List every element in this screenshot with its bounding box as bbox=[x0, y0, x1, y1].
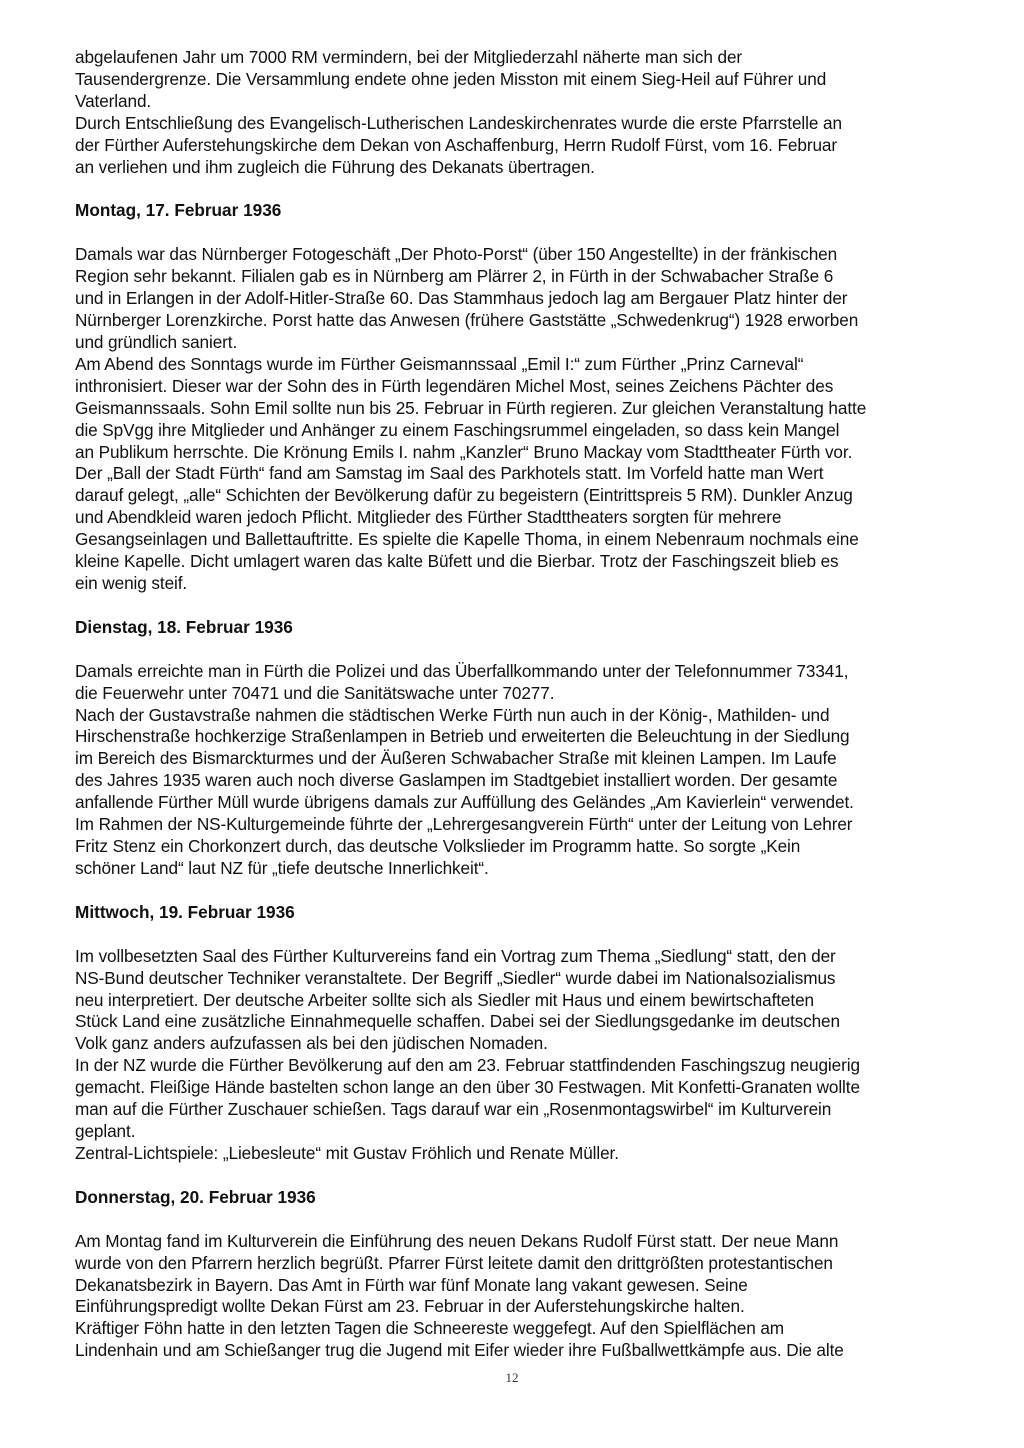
page-number: 12 bbox=[505, 1370, 519, 1385]
spacer bbox=[75, 639, 955, 661]
paragraph: Kräftiger Föhn hatte in den letzten Tagen die Schneereste weggefegt. Auf den Spielflächen am Lindenhain und am Schießanger trug die Jugend mit Eifer wieder ihre Fußballwettkämpfe aus. Die alte bbox=[75, 1318, 844, 1361]
document-page bbox=[75, 47, 955, 1362]
spacer bbox=[75, 880, 955, 902]
paragraph: Am Montag fand im Kulturverein die Einführung des neuen Dekans Rudolf Fürst statt. Der neue Mann wurde von den Pfarrern herzlich begrüßt. Pfarrer Fürst leitete damit den drittgrößten protestantischen Dekanatsbezirk in Bayern. Das Amt in Fürth war fünf Monate lang vakant gewesen. Seine Einführungspredigt wollte Dekan Fürst am 23. Februar in der Auferstehungskirche halten. bbox=[75, 1230, 839, 1317]
paragraph: Durch Entschließung des Evangelisch-Lutherischen Landeskirchenrates wurde die erste Pfarrstelle an der Fürther Auferstehungskirche dem Dekan von Aschaffenburg, Herrn Rudolf Fürst, vom 16. Februar an verliehen und ihm zugleich die Führung des Dekanats übertragen. bbox=[75, 112, 842, 177]
spacer bbox=[75, 1209, 955, 1231]
section-heading: Dienstag, 18. Februar 1936 bbox=[75, 616, 293, 637]
paragraph: Zentral-Lichtspiele: „Liebesleute“ mit Gustav Fröhlich und Renate Müller. bbox=[75, 1142, 619, 1163]
paragraph: Damals erreichte man in Fürth die Polizei und das Überfallkommando unter der Telefonnummer 73341, die Feuerwehr unter 70471 und die Sanitätswache unter 70277. bbox=[75, 660, 849, 703]
section-heading: Donnerstag, 20. Februar 1936 bbox=[75, 1186, 316, 1207]
spacer bbox=[75, 178, 955, 200]
spacer bbox=[75, 595, 955, 617]
spacer bbox=[75, 1165, 955, 1187]
paragraph: Damals war das Nürnberger Fotogeschäft „Der Photo-Porst“ (über 150 Angestellte) in der fränkischen Region sehr bekannt. Filialen gab es in Nürnberg am Plärrer 2, in Fürth in der Schwabacher Straße 6 und in Erlangen in der Adolf-Hitler-Straße 60. Das Stammhaus jedoch lag am Bergauer Platz hinter der Nürnberger Lorenzkirche. Porst hatte das Anwesen (frühere Gaststätte „Schwedenkrug“) 1928 erworben und gründlich saniert. bbox=[75, 244, 859, 352]
spacer bbox=[75, 924, 955, 946]
section-heading: Montag, 17. Februar 1936 bbox=[75, 200, 282, 221]
paragraph: abgelaufenen Jahr um 7000 RM vermindern, bei der Mitgliederzahl näherte man sich der Tausendergrenze. Die Versammlung endete ohne jeden Misston mit einem Sieg-Heil auf Führer und Vaterland. bbox=[75, 47, 827, 111]
paragraph: Am Abend des Sonntags wurde im Fürther Geismannssaal „Emil I:“ zum Fürther „Prinz Carneval“ inthronisiert. Dieser war der Sohn des in Fürth legendären Michel Most, seines Zeichens Pächter des Geismannssaals. Sohn Emil sollte nun bis 25. Februar in Fürth regieren. Zur gleichen Veranstaltung hatte die SpVgg ihre Mitglieder und Anhänger zu einem Faschingsrummel eingeladen, so dass kein Mangel an Publikum herrschte. Die Krönung Emils I. nahm „Kanzler“ Bruno Mackay vom Stadttheater Fürth vor. bbox=[75, 353, 867, 462]
spacer bbox=[75, 222, 955, 244]
paragraph: Im vollbesetzten Saal des Fürther Kulturvereins fand ein Vortrag zum Thema „Siedlung“ statt, den der NS-Bund deutscher Techniker veranstaltete. Der Begriff „Siedler“ wurde dabei im Nationalsozialismus neu interpretiert. Der deutsche Arbeiter sollte sich als Siedler mit Haus und einem bewirtschafteten Stück Land eine zusätzliche Einnahmequelle schaffen. Dabei sei der Siedlungsgedanke im deutschen Volk ganz anders aufzufassen als bei den jüdischen Nomaden. bbox=[75, 945, 840, 1054]
paragraph: Der „Ball der Stadt Fürth“ fand am Samstag im Saal des Parkhotels statt. Im Vorfeld hatte man Wert darauf gelegt, „alle“ Schichten der Bevölkerung dafür zu begeistern (Eintrittspreis 5 RM). Dunkler Anzug und Abendkleid waren jedoch Pflicht. Mitglieder des Fürther Stadttheaters sorgten für mehrere Gesangseinlagen und Ballettauftritte. Es spielte die Kapelle Thoma, in einem Nebenraum nochmals eine kleine Kapelle. Dicht umlagert waren das kalte Büfett und die Bierbar. Trotz der Faschingszeit blieb es ein wenig steif. bbox=[75, 463, 859, 593]
paragraph: In der NZ wurde die Fürther Bevölkerung auf den am 23. Februar stattfindenden Faschingszug neugierig gemacht. Fleißige Hände bastelten schon lange an den über 30 Festwagen. Mit Konfetti-Granaten wollte man auf die Fürther Zuschauer schießen. Tags darauf war ein „Rosenmontagswirbel“ im Kulturverein geplant. bbox=[75, 1055, 860, 1141]
section-heading: Mittwoch, 19. Februar 1936 bbox=[75, 901, 295, 922]
paragraph: Im Rahmen der NS-Kulturgemeinde führte der „Lehrergesangverein Fürth“ unter der Leitung von Lehrer Fritz Stenz ein Chorkonzert durch, das deutsche Volkslieder im Programm hatte. So sorgte „Kein schöner Land“ laut NZ für „tiefe deutsche Innerlichkeit“. bbox=[75, 814, 853, 878]
paragraph: Nach der Gustavstraße nahmen die städtischen Werke Fürth nun auch in der König-, Mathilden- und Hirschenstraße hochkerzige Straßenlampen in Betrieb und erweiterten die Beleuchtung in der Siedlung im Bereich des Bismarckturmes und der Äußeren Schwabacher Straße mit kleinen Lampen. Im Laufe des Jahres 1935 waren auch noch diverse Gaslampen im Stadtgebiet installiert worden. Der gesamte anfallende Fürther Müll wurde übrigens damals zur Auffüllung des Geländes „Am Kavierlein“ verwendet. bbox=[75, 704, 854, 813]
